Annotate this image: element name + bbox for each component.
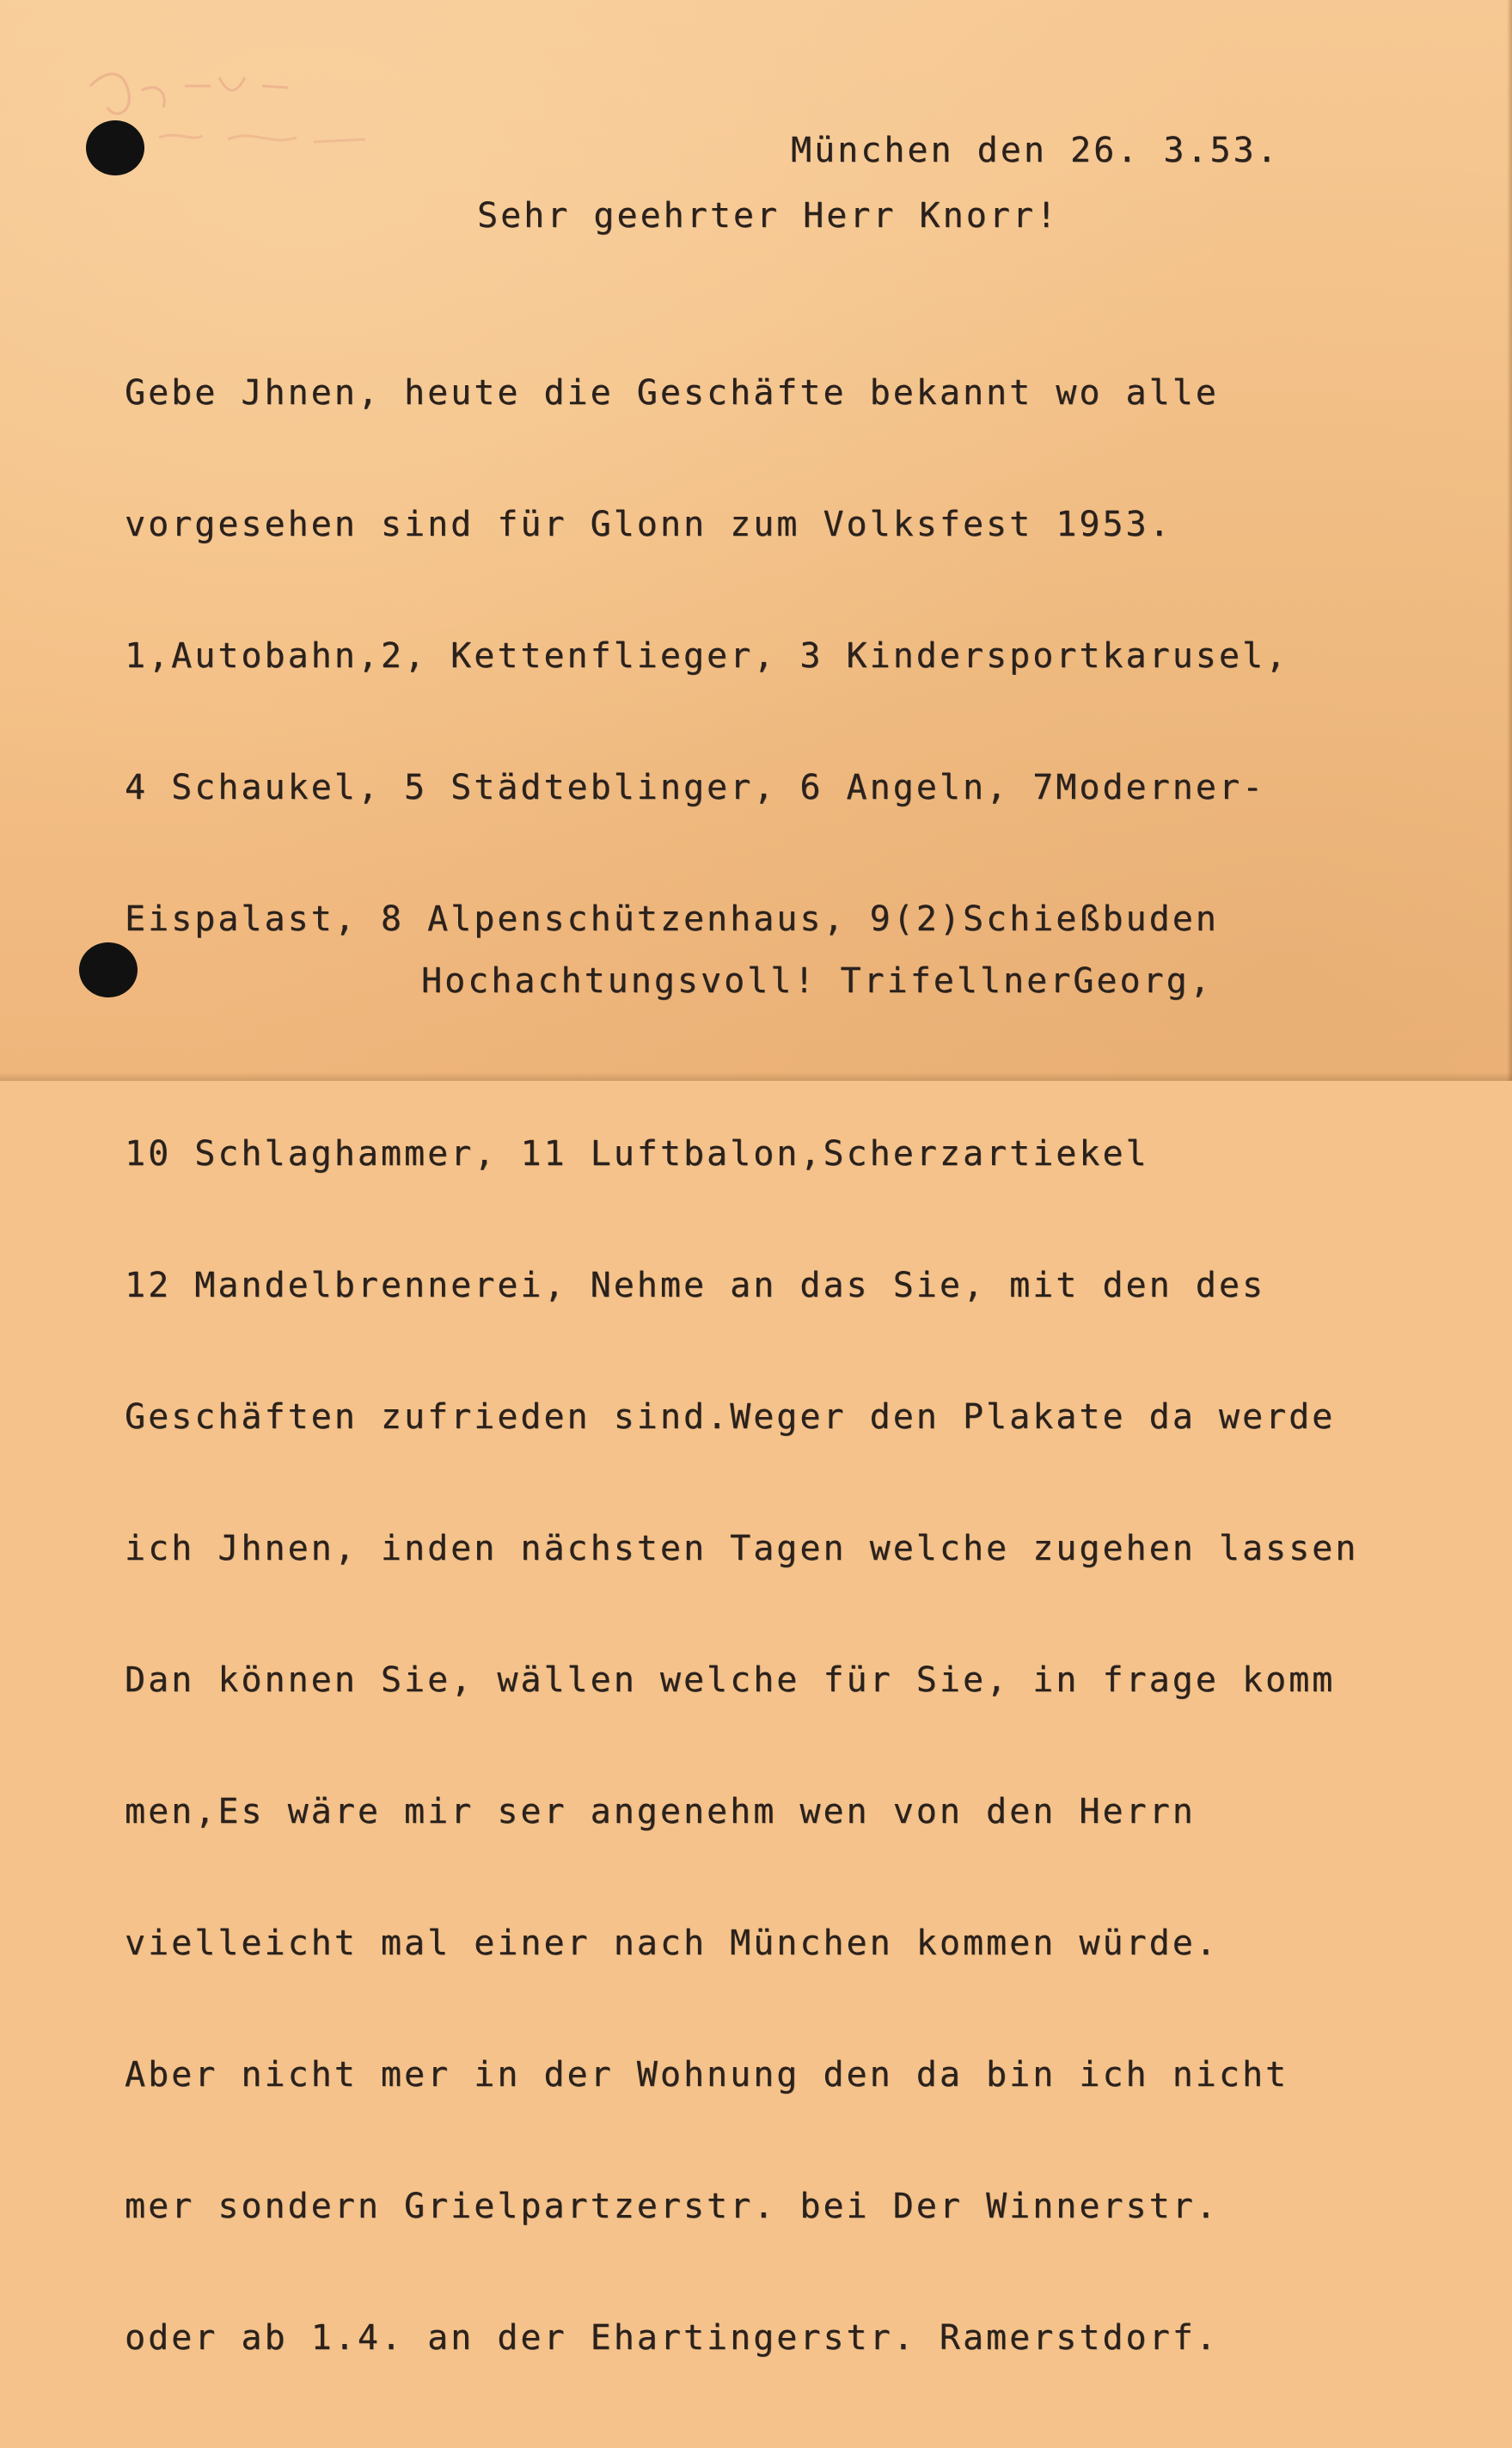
body-line: vorgesehen sind für Glonn zum Volksfest 1953. — [125, 505, 1172, 544]
body-line: 1,Autobahn,2, Kettenflieger, 3 Kindersportkarusel, — [125, 636, 1289, 676]
body-line: Dan können Sie, wällen welche für Sie, in frage komm — [125, 1660, 1336, 1700]
body-line: men,Es wäre mir ser angenehm wen von den Herrn — [125, 1792, 1196, 1831]
body-line: oder ab 1.4. an der Ehartingerstr. Ramerstdorf. — [125, 2318, 1219, 2358]
body-line: 10 Schlaghammer, 11 Luftbalon,Scherzartiekel — [125, 1134, 1149, 1174]
letter-body — [125, 284, 1358, 2448]
body-line: Aber nicht mer in der Wohnung den da bin ich nicht — [125, 2055, 1289, 2095]
body-line: vielleicht mal einer nach München kommen würde. — [125, 1923, 1219, 1963]
line-gap — [125, 1029, 1358, 1045]
salutation: Sehr geehrter Herr Knorr! — [477, 196, 1060, 236]
body-line: ich Jhnen, inden nächsten Tagen welche zugehen lassen — [125, 1529, 1359, 1568]
closing-signature: Hochachtungsvoll! TrifellnerGeorg, — [421, 961, 1213, 1001]
date-line: München den 26. 3.53. — [791, 131, 1280, 170]
punch-hole — [86, 120, 144, 175]
body-line: Eispalast, 8 Alpenschützenhaus, 9(2)Schießbuden — [125, 899, 1219, 939]
body-line: 12 Mandelbrennerei, Nehme an das Sie, mit den des — [125, 1266, 1266, 1305]
body-line: mer sondern Grielpartzerstr. bei Der Winnerstr. — [125, 2187, 1219, 2226]
body-line: Geschäften zufrieden sind.Weger den Plakate da werde — [125, 1397, 1336, 1437]
card-edge-shadow — [1507, 0, 1512, 1081]
body-line: Gebe Jhnen, heute die Geschäfte bekannt wo alle — [125, 373, 1219, 413]
body-line: 4 Schaukel, 5 Städteblinger, 6 Angeln, 7Moderner- — [125, 768, 1266, 807]
